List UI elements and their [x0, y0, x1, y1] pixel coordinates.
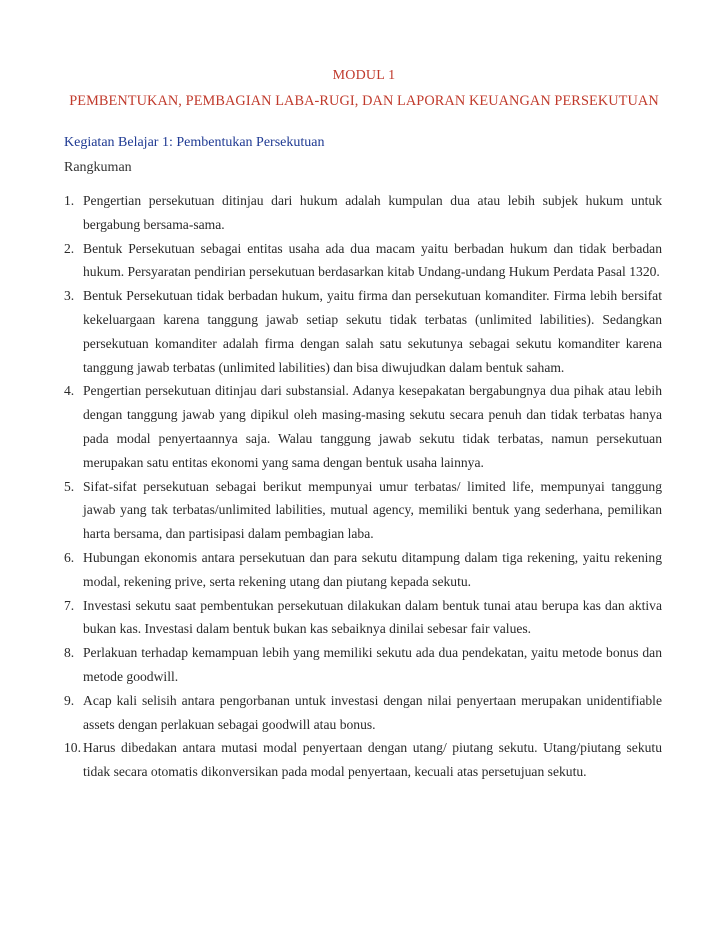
- list-item-number: 5.: [64, 478, 75, 494]
- module-subtitle: PEMBENTUKAN, PEMBAGIAN LABA-RUGI, DAN LAPORAN KEUANGAN PERSEKUTUAN: [69, 93, 659, 109]
- list-item-text: Bentuk Persekutuan tidak berbadan hukum, yaitu firma dan persekutuan komanditer. Firma lebih bersifat kekeluargaan karena tanggung jawab setiap sekutu tidak terbatas (unlimited labilities). Sedangkan persekutuan komanditer adalah firma dengan salah satu sekutunya sebagai sekutu komanditer karena tanggung jawab terbatas (unlimited labilities) dan bisa diwujudkan dalam bentuk saham.: [83, 288, 662, 375]
- list-item: [64, 475, 662, 546]
- list-item: [64, 594, 662, 642]
- module-title: MODUL 1: [332, 68, 396, 83]
- list-item-text: Perlakuan terhadap kemampuan lebih yang memiliki sekutu ada dua pendekatan, yaitu metode bonus dan metode goodwill.: [83, 645, 662, 684]
- list-item-text: Pengertian persekutuan ditinjau dari hukum adalah kumpulan dua atau lebih subjek hukum untuk bergabung bersama-sama.: [83, 193, 662, 232]
- list-item-text: Acap kali selisih antara pengorbanan untuk investasi dengan nilai penyertaan merupakan unidentifiable assets dengan perlakuan sebagai goodwill atau bonus.: [83, 692, 662, 732]
- list-item: [64, 237, 662, 285]
- list-item-number: 8.: [64, 645, 75, 661]
- list-item-text: Investasi sekutu saat pembentukan persekutuan dilakukan dalam bentuk tunai atau berupa kas dan aktiva bukan kas. Investasi dalam bentuk bukan kas sebaiknya dinilai sebesar fair values.: [83, 597, 662, 637]
- list-item: [64, 284, 662, 379]
- list-item-number: 9.: [64, 692, 75, 708]
- list-item: [64, 379, 662, 474]
- list-item: [64, 546, 662, 594]
- list-item: [64, 641, 662, 689]
- list-item-number: 4.: [64, 383, 75, 399]
- list-item-text: Pengertian persekutuan ditinjau dari substansial. Adanya kesepakatan bergabungnya dua pihak atau lebih dengan tanggung jawab yang dipikul oleh masing-masing sekutu secara penuh dan tidak terbatas hanya pada modal penyertaannya saja. Walau tanggung jawab sekutu tidak terbatas, namun persekutuan merupakan satu entitas ekonomi yang sama dengan bentuk usaha lainnya.: [83, 383, 662, 470]
- list-item: [64, 189, 662, 237]
- list-item-text: Hubungan ekonomis antara persekutuan dan para sekutu ditampung dalam tiga rekening, yaitu rekening modal, rekening prive, serta rekening utang dan piutang kepada sekutu.: [83, 549, 662, 589]
- list-item-number: 10.: [64, 740, 81, 756]
- list-item-text: Bentuk Persekutuan sebagai entitas usaha ada dua macam yaitu berbadan hukum dan tidak berbadan hukum. Persyaratan pendirian persekutuan berdasarkan kitab Undang-undang Hukum Perdata Pasal 1320.: [83, 240, 662, 280]
- list-item-text: Harus dibedakan antara mutasi modal penyertaan dengan utang/ piutang sekutu. Utang/piutang sekutu tidak secara otomatis dikonversikan pada modal penyertaan, kecuali atas persetujuan sekutu.: [83, 740, 662, 780]
- list-item: [64, 736, 662, 784]
- list-item-number: 7.: [64, 597, 75, 613]
- list-item-number: 1.: [64, 193, 75, 208]
- section-heading: Kegiatan Belajar 1: Pembentukan Persekutuan: [64, 135, 325, 150]
- list-item: [64, 689, 662, 737]
- summary-list: [64, 189, 662, 784]
- list-item-number: 3.: [64, 288, 75, 304]
- list-item-number: 6.: [64, 549, 75, 565]
- list-item-number: 2.: [64, 240, 75, 256]
- list-item-text: Sifat-sifat persekutuan sebagai berikut mempunyai umur terbatas/ limited life, mempunyai tanggung jawab yang tak terbatas/unlimited labilities, mutual agency, memiliki bentuk yang sederhana, pemilikan harta bersama, dan partisipasi dalam pembagian laba.: [83, 478, 662, 542]
- summary-label: Rangkuman: [64, 160, 132, 175]
